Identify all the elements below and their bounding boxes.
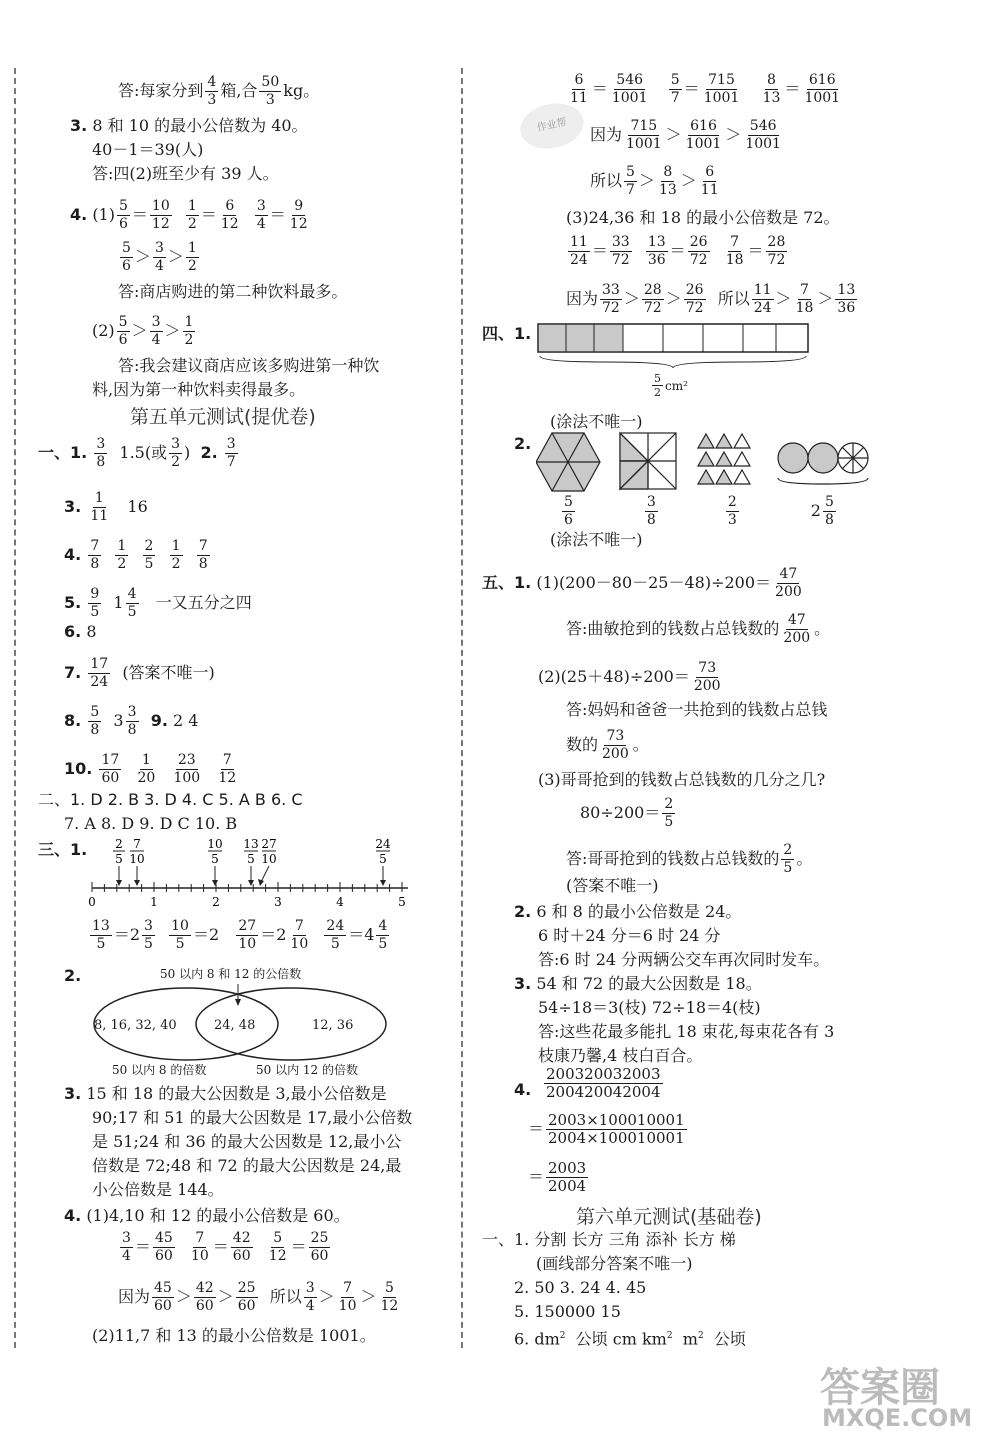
svg-text:4: 4 (336, 895, 344, 909)
svg-text:10: 10 (261, 852, 277, 866)
s4-q2: 2. (514, 434, 532, 453)
section-title-5: 第五单元测试(提优卷) (130, 406, 316, 428)
q3: 3. 8 和 10 的最小公倍数为 40。 (70, 116, 308, 135)
venn-label-8: 50 以内 8 的倍数 (112, 1063, 207, 1077)
watermark-logo: 答案圈 (820, 1365, 940, 1411)
svg-text:13: 13 (243, 837, 259, 851)
q4-answer1: 答:商店购进的第二种饮料最多。 (118, 282, 348, 301)
s5-q2b-calc: 6 时＋24 分＝6 时 24 分 (538, 926, 721, 945)
s6-q2: 2. 50 3. 24 4. 45 (514, 1278, 647, 1297)
svg-text:2: 2 (212, 895, 220, 909)
svg-text:7: 7 (133, 837, 141, 851)
q4-answer2b: 料,因为第一种饮料卖得最多。 (92, 380, 306, 399)
venn-left: 8, 16, 32, 40 (94, 1018, 177, 1033)
big-frac-3: ＝ $\frac{2003}{2004}$ (528, 1159, 587, 1195)
strip-diagram (536, 322, 816, 372)
s1-q8: 8. $\frac{5}{8}$ 3 $\frac{3}{8}$ 9. 2 4 (64, 704, 199, 738)
s5-q3: (3)哥哥抢到的钱数占总钱数的几分之几? (538, 770, 826, 789)
q4-row1: 4. (1) $\frac{5}{6}$ ＝ $\frac{10}{12}$ $\frac{1}{2}$ ＝ $\frac{6}{12}$ $\frac{3}{4}$ ＝ $\frac{9}{12}$ (70, 198, 308, 232)
q4-part2: (2) $\frac{5}{6}$ ＞ $\frac{3}{4}$ ＞ $\frac{1}{2}$ (92, 314, 194, 348)
s1-q1: 一、1. $\frac{3}{8}$ 1.5(或 $\frac{3}{2}$ ) 2. $\frac{3}{7}$ (38, 436, 236, 470)
shape-fractions: $\frac{5}{6}$ $\frac{3}{8}$ $\frac{2}{3}$ 2 $\frac{5}{8}$ (564, 494, 834, 528)
svg-text:24: 24 (375, 837, 391, 851)
s5-ans2a: 答:妈妈和爸爸一共抢到的钱数占总钱 (566, 700, 828, 719)
s5-q3b-calc: 54÷18＝3(枝) 72÷18＝4(枝) (538, 998, 761, 1017)
s5-q2: (2)(25＋48)÷200＝ $\frac{73}{200}$ (538, 660, 721, 694)
r-compare: 因为 $\frac{715}{1001}$ ＞ $\frac{616}{1001}$ ＞ $\frac{546}{1001}$ (590, 118, 781, 152)
s3-equations: $\frac{13}{5}$ ＝2 $\frac{3}{5}$ $\frac{10}{5}$ ＝2 $\frac{27}{10}$ ＝2 $\frac{7}{10}$ $\frac{24}{5}$ ＝4 $\frac{4}{5}$ (92, 918, 388, 952)
s6-q6: 6. $dm^2$ 公顷 cm $km^2$ $m^2$ 公顷 (514, 1329, 746, 1349)
shape-diagrams (536, 430, 896, 494)
s5-q4b: 4. (514, 1080, 532, 1099)
s2-row1: 二、1. D 2. B 3. D 4. C 5. A B 6. C (38, 790, 303, 809)
venn-label-12: 50 以内 12 的倍数 (256, 1063, 358, 1077)
q3c-3: 是 51;24 和 36 的最大公因数是 12,最小公 (92, 1132, 402, 1151)
r-part3: (3)24,36 和 18 的最小公倍数是 72。 (566, 208, 840, 227)
s5-q3-calc: 80÷200＝ $\frac{2}{5}$ (580, 796, 674, 830)
s4-label: 四、1. (482, 324, 532, 343)
svg-text:5: 5 (247, 852, 255, 866)
svg-text:10: 10 (207, 837, 223, 851)
r-part3-fracs: $\frac{11}{24}$ ＝ $\frac{33}{72}$ $\frac{13}{36}$ ＝ $\frac{26}{72}$ $\frac{7}{18}$ ＝ $\frac{28}{72}$ (570, 234, 786, 268)
s1-q3: 3. $\frac{1}{11}$ 16 (64, 490, 148, 524)
watermark-url: MXQE.COM (822, 1404, 973, 1432)
s1-q6: 6. 8 (64, 622, 97, 641)
s5-q3b-ans2: 枝康乃馨,4 枝白百合。 (538, 1046, 703, 1065)
venn-title: 50 以内 8 和 12 的公倍数 (160, 967, 302, 981)
q3c: 3. 15 和 18 的最大公因数是 3,最小公倍数是 (64, 1084, 387, 1103)
venn-right: 12, 36 (312, 1018, 354, 1033)
q4c-part2: (2)11,7 和 13 的最小公倍数是 1001。 (92, 1326, 376, 1345)
s5-ans3: 答:哥哥抢到的钱数占总钱数的 $\frac{2}{5}$ 。 (566, 842, 813, 876)
stamp-logo: 作业帮 (516, 98, 588, 154)
svg-text:0: 0 (88, 895, 96, 909)
q4c-compare: 因为 $\frac{45}{60}$ ＞ $\frac{42}{60}$ ＞ $\frac{25}{60}$ 所以 $\frac{3}{4}$ ＞ $\frac{7}{10}$ ＞ $\frac{5}{12}$ (118, 1280, 399, 1314)
s5-note: (答案不唯一) (566, 876, 659, 895)
s1-q10: 10. $\frac{17}{60}$ $\frac{1}{20}$ $\frac{23}{100}$ $\frac{7}{12}$ (64, 752, 237, 786)
strip-area: $\frac{5}{2}$ cm² (654, 372, 688, 399)
r-so: 所以 $\frac{5}{7}$ ＞ $\frac{8}{13}$ ＞ $\frac{6}{11}$ (590, 164, 719, 198)
s5-q3b: 3. 54 和 72 的最大公因数是 18。 (514, 974, 762, 993)
s1-q5: 5. $\frac{9}{5}$ 1 $\frac{4}{5}$ 一又五分之四 (64, 586, 252, 620)
svg-text:5: 5 (379, 852, 387, 866)
s1-q7: 7. $\frac{17}{24}$ (答案不唯一) (64, 656, 215, 690)
s5-ans2b: 数的 $\frac{73}{200}$ 。 (566, 728, 649, 762)
s6-q5: 5. 150000 15 (514, 1302, 621, 1321)
s5-q2b-ans: 答:6 时 24 分两辆公交车再次同时发车。 (538, 950, 830, 969)
big-frac-2: ＝ $\frac{2003\times 100010001}{2004\times 100010001}$ (528, 1111, 685, 1147)
svg-text:5: 5 (115, 852, 123, 866)
s6-q1: 一、1. 分割 长方 三角 添补 长方 梯 (482, 1230, 736, 1249)
tu-note-2: (涂法不唯一) (550, 530, 643, 549)
big-frac-1: $\frac{200320032003}{200420042004}$ (546, 1065, 661, 1101)
q3c-2: 90;17 和 51 的最大公因数是 17,最小公倍数 (92, 1108, 413, 1127)
q4c-fracs: $\frac{3}{4}$ ＝ $\frac{45}{60}$ $\frac{7}{10}$ ＝ $\frac{42}{60}$ $\frac{5}{12}$ ＝ $\frac{25}{60}$ (122, 1230, 329, 1264)
svg-text:5: 5 (398, 895, 406, 909)
q3-calc: 40－1＝39(人) (92, 140, 204, 159)
q3c-4: 倍数是 72;48 和 72 的最大公因数是 24,最 (92, 1156, 402, 1175)
s5-q1: 五、1. (1)(200－80－25－48)÷200＝ $\frac{47}{200}$ (482, 566, 802, 600)
section-title-6: 第六单元测试(基础卷) (576, 1206, 762, 1228)
r-fracs: $\frac{6}{11}$ ＝ $\frac{546}{1001}$ $\frac{5}{7}$ ＝ $\frac{715}{1001}$ $\frac{8}{13}$ ＝ $\frac{616}{1001}$ (570, 72, 841, 106)
svg-text:5: 5 (211, 852, 219, 866)
q4-compare: $\frac{5}{6}$ ＞ $\frac{3}{4}$ ＞ $\frac{1}{2}$ (122, 240, 197, 274)
s3-label: 三、1. (38, 840, 88, 859)
answer-line: 答:每家分到 $\frac{4}{3}$ 箱,合 $\frac{50}{3}$ kg。 (118, 74, 320, 108)
q4c: 4. (1)4,10 和 12 的最小公倍数是 60。 (64, 1206, 350, 1225)
q3c-5: 小公倍数是 144。 (92, 1180, 224, 1199)
r-part3-compare: 因为 $\frac{33}{72}$ ＞ $\frac{28}{72}$ ＞ $\frac{26}{72}$ 所以 $\frac{11}{24}$ ＞ $\frac{7}{18}$ ＞ $\frac{13}{36}$ (566, 282, 856, 316)
venn-number: 2. (64, 966, 82, 985)
svg-text:1: 1 (150, 895, 158, 909)
tu-note-1: (涂法不唯一) (550, 412, 643, 431)
svg-text:2: 2 (115, 837, 123, 851)
venn-mid: 24, 48 (214, 1018, 256, 1033)
s5-q2b: 2. 6 和 8 的最小公倍数是 24。 (514, 902, 742, 921)
s1-q4: 4. $\frac{7}{8}$ $\frac{1}{2}$ $\frac{2}{5}$ $\frac{1}{2}$ $\frac{7}{8}$ (64, 538, 208, 572)
svg-text:3: 3 (274, 895, 282, 909)
number-line (86, 836, 416, 916)
s5-ans1: 答:曲敏抢到的钱数占总钱数的 $\frac{47}{200}$ 。 (566, 612, 831, 646)
left-margin-line (14, 68, 16, 1348)
s6-note: (画线部分答案不唯一) (536, 1254, 693, 1273)
svg-text:27: 27 (261, 837, 277, 851)
s5-q3b-ans: 答:这些花最多能扎 18 束花,每束花各有 3 (538, 1022, 835, 1041)
center-divider (461, 68, 463, 1348)
svg-text:10: 10 (129, 852, 145, 866)
q3-answer: 答:四(2)班至少有 39 人。 (92, 164, 279, 183)
q4-answer2a: 答:我会建议商店应该多购进第一种饮 (118, 356, 380, 375)
s2-row2: 7. A 8. D 9. D C 10. B (64, 814, 238, 833)
